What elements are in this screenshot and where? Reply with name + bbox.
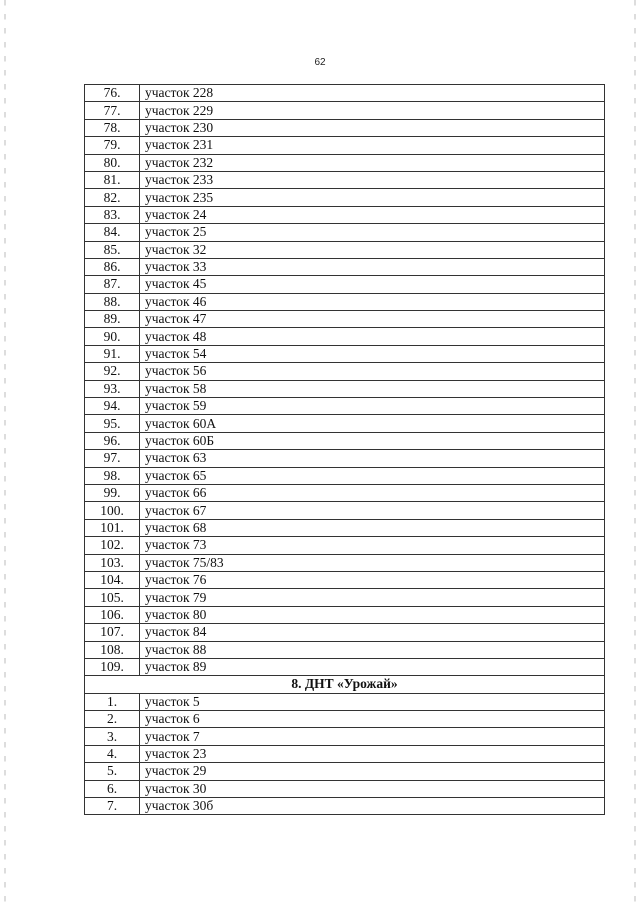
table-row	[85, 206, 605, 223]
table-row	[85, 589, 605, 606]
plot-name: участок 59	[140, 398, 605, 415]
table-row	[85, 276, 605, 293]
row-number: 7.	[85, 798, 140, 815]
table-row	[85, 745, 605, 762]
table-row	[85, 798, 605, 815]
row-number: 80.	[85, 154, 140, 171]
row-number: 81.	[85, 171, 140, 188]
row-number: 101.	[85, 519, 140, 536]
plot-name: участок 233	[140, 171, 605, 188]
row-number: 99.	[85, 484, 140, 501]
plot-name: участок 76	[140, 571, 605, 588]
row-number: 106.	[85, 606, 140, 623]
row-number: 102.	[85, 537, 140, 554]
plot-name: участок 79	[140, 589, 605, 606]
table-row	[85, 467, 605, 484]
table-row	[85, 693, 605, 710]
row-number: 87.	[85, 276, 140, 293]
table-row	[85, 119, 605, 136]
row-number: 2.	[85, 711, 140, 728]
plot-name: участок 230	[140, 119, 605, 136]
row-number: 86.	[85, 258, 140, 275]
plot-name: участок 88	[140, 641, 605, 658]
row-number: 105.	[85, 589, 140, 606]
row-number: 4.	[85, 745, 140, 762]
plot-name: участок 6	[140, 711, 605, 728]
row-number: 107.	[85, 624, 140, 641]
table-row	[85, 137, 605, 154]
plot-name: участок 58	[140, 380, 605, 397]
row-number: 85.	[85, 241, 140, 258]
plot-name: участок 80	[140, 606, 605, 623]
table-row	[85, 189, 605, 206]
table-row	[85, 241, 605, 258]
row-number: 6.	[85, 780, 140, 797]
table-row	[85, 763, 605, 780]
row-number: 92.	[85, 363, 140, 380]
table-row	[85, 102, 605, 119]
page-number: 62	[314, 57, 326, 68]
table-row	[85, 85, 605, 102]
row-number: 89.	[85, 311, 140, 328]
table-row	[85, 728, 605, 745]
row-number: 109.	[85, 658, 140, 675]
plot-name: участок 46	[140, 293, 605, 310]
table-row	[85, 328, 605, 345]
plot-name: участок 228	[140, 85, 605, 102]
row-number: 91.	[85, 345, 140, 362]
plot-name: участок 229	[140, 102, 605, 119]
plot-name: участок 45	[140, 276, 605, 293]
row-number: 108.	[85, 641, 140, 658]
row-number: 79.	[85, 137, 140, 154]
plots-table-container	[84, 84, 605, 815]
plot-name: участок 89	[140, 658, 605, 675]
plot-name: участок 30б	[140, 798, 605, 815]
row-number: 100.	[85, 502, 140, 519]
right-scan-edge	[634, 0, 636, 905]
row-number: 83.	[85, 206, 140, 223]
plot-name: участок 33	[140, 258, 605, 275]
plot-name: участок 66	[140, 484, 605, 501]
row-number: 88.	[85, 293, 140, 310]
table-row	[85, 554, 605, 571]
plot-name: участок 48	[140, 328, 605, 345]
row-number: 77.	[85, 102, 140, 119]
row-number: 104.	[85, 571, 140, 588]
table-row	[85, 398, 605, 415]
table-row	[85, 380, 605, 397]
row-number: 1.	[85, 693, 140, 710]
table-row	[85, 606, 605, 623]
plot-name: участок 232	[140, 154, 605, 171]
plot-name: участок 84	[140, 624, 605, 641]
plots-table	[84, 84, 605, 815]
plot-name: участок 30	[140, 780, 605, 797]
plot-name: участок 54	[140, 345, 605, 362]
row-number: 90.	[85, 328, 140, 345]
plot-name: участок 25	[140, 224, 605, 241]
plot-name: участок 24	[140, 206, 605, 223]
table-row	[85, 258, 605, 275]
section-title: 8. ДНТ «Урожай»	[85, 676, 605, 693]
table-row	[85, 641, 605, 658]
table-row	[85, 780, 605, 797]
row-number: 93.	[85, 380, 140, 397]
plot-name: участок 235	[140, 189, 605, 206]
plot-name: участок 75/83	[140, 554, 605, 571]
row-number: 84.	[85, 224, 140, 241]
plot-name: участок 32	[140, 241, 605, 258]
table-row	[85, 415, 605, 432]
table-row	[85, 658, 605, 675]
row-number: 98.	[85, 467, 140, 484]
table-row	[85, 711, 605, 728]
table-row	[85, 311, 605, 328]
row-number: 97.	[85, 450, 140, 467]
row-number: 94.	[85, 398, 140, 415]
table-row	[85, 154, 605, 171]
table-row	[85, 484, 605, 501]
plot-name: участок 60Б	[140, 432, 605, 449]
plot-name: участок 231	[140, 137, 605, 154]
plot-name: участок 5	[140, 693, 605, 710]
row-number: 5.	[85, 763, 140, 780]
plot-name: участок 29	[140, 763, 605, 780]
table-row	[85, 363, 605, 380]
table-row	[85, 537, 605, 554]
row-number: 95.	[85, 415, 140, 432]
left-scan-edge	[4, 0, 6, 905]
plot-name: участок 23	[140, 745, 605, 762]
table-row	[85, 432, 605, 449]
row-number: 82.	[85, 189, 140, 206]
plot-name: участок 56	[140, 363, 605, 380]
plot-name: участок 73	[140, 537, 605, 554]
table-row	[85, 571, 605, 588]
table-row	[85, 345, 605, 362]
plot-name: участок 7	[140, 728, 605, 745]
table-row	[85, 519, 605, 536]
plot-name: участок 60А	[140, 415, 605, 432]
plot-name: участок 63	[140, 450, 605, 467]
section-header-row	[85, 676, 605, 693]
row-number: 103.	[85, 554, 140, 571]
table-row	[85, 450, 605, 467]
table-row	[85, 224, 605, 241]
table-row	[85, 171, 605, 188]
row-number: 3.	[85, 728, 140, 745]
row-number: 96.	[85, 432, 140, 449]
table-row	[85, 502, 605, 519]
row-number: 76.	[85, 85, 140, 102]
table-row	[85, 624, 605, 641]
table-row	[85, 293, 605, 310]
row-number: 78.	[85, 119, 140, 136]
plot-name: участок 47	[140, 311, 605, 328]
plots-table-body	[85, 85, 605, 815]
plot-name: участок 67	[140, 502, 605, 519]
plot-name: участок 65	[140, 467, 605, 484]
plot-name: участок 68	[140, 519, 605, 536]
